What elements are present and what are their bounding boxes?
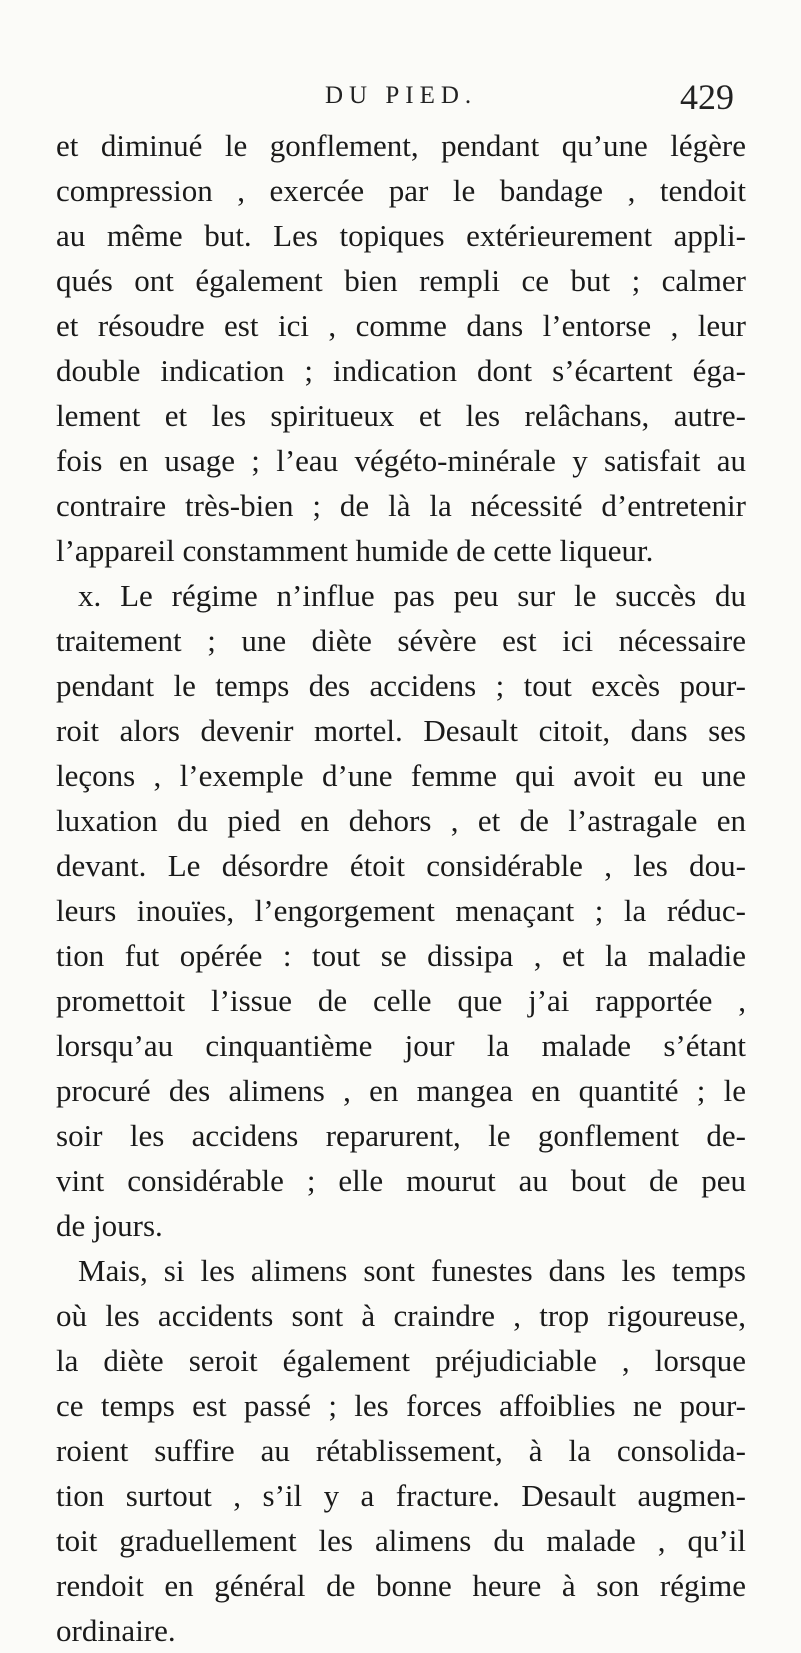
paragraph-first-line: Mais, si les alimens sont funestes dans les temps [78,1253,746,1288]
text-line: ce temps est passé ; les forces affoiblies ne pour- [56,1388,746,1423]
text-line: promettoit l’issue de celle que j’ai rapportée , [56,983,746,1018]
text-line: et diminué le gonflement, pendant qu’une légère [56,128,746,163]
text-line: la diète seroit également préjudiciable , lorsque [56,1343,746,1378]
text-line: pendant le temps des accidens ; tout excès pour- [56,668,746,703]
text-line: vint considérable ; elle mourut au bout de peu [56,1163,746,1198]
text-line: de jours. [56,1208,163,1243]
text-line: traitement ; une diète sévère est ici nécessaire [56,623,746,658]
text-line: tion fut opérée : tout se dissipa , et la maladie [56,938,746,973]
text-line: où les accidents sont à craindre , trop rigoureuse, [56,1298,746,1333]
text-line: double indication ; indication dont s’écartent éga- [56,353,746,388]
running-title: DU PIED. [325,82,478,109]
text-line: roit alors devenir mortel. Desault citoit, dans ses [56,713,746,748]
text-line: luxation du pied en dehors , et de l’astragale en [56,803,746,838]
text-line: lorsqu’au cinquantième jour la malade s’étant [56,1028,746,1063]
text-line: devant. Le désordre étoit considérable , les dou- [56,848,746,883]
page-number: 429 [680,77,734,117]
body-text [56,123,746,1653]
text-line: contraire très-bien ; de là la nécessité d’entretenir [56,488,746,523]
text-line: et résoudre est ici , comme dans l’entorse , leur [56,308,746,343]
text-line: qués ont également bien rempli ce but ; calmer [56,263,746,298]
text-line: ordinaire. [56,1613,176,1648]
text-line: au même but. Les topiques extérieurement appli- [56,218,746,253]
text-line: soir les accidens reparurent, le gonflement de- [56,1118,746,1153]
text-line: lement et les spiritueux et les relâchans, autre- [56,398,746,433]
text-line: tion surtout , s’il y a fracture. Desault augmen- [56,1478,746,1513]
running-head [0,77,801,120]
text-line: compression , exercée par le bandage , tendoit [56,173,746,208]
text-line: fois en usage ; l’eau végéto-minérale y satisfait au [56,443,746,478]
text-line: leçons , l’exemple d’une femme qui avoit eu une [56,758,746,793]
text-line: rendoit en général de bonne heure à son régime [56,1568,746,1603]
text-line: leurs inouïes, l’engorgement menaçant ; la réduc- [56,893,746,928]
text-line: roient suffire au rétablissement, à la consolida- [56,1433,746,1468]
text-line: l’appareil constamment humide de cette liqueur. [56,533,654,568]
text-line: toit graduellement les alimens du malade , qu’il [56,1523,746,1558]
paragraph-first-line: x. Le régime n’influe pas peu sur le succès du [78,578,746,613]
text-line: procuré des alimens , en mangea en quantité ; le [56,1073,746,1108]
